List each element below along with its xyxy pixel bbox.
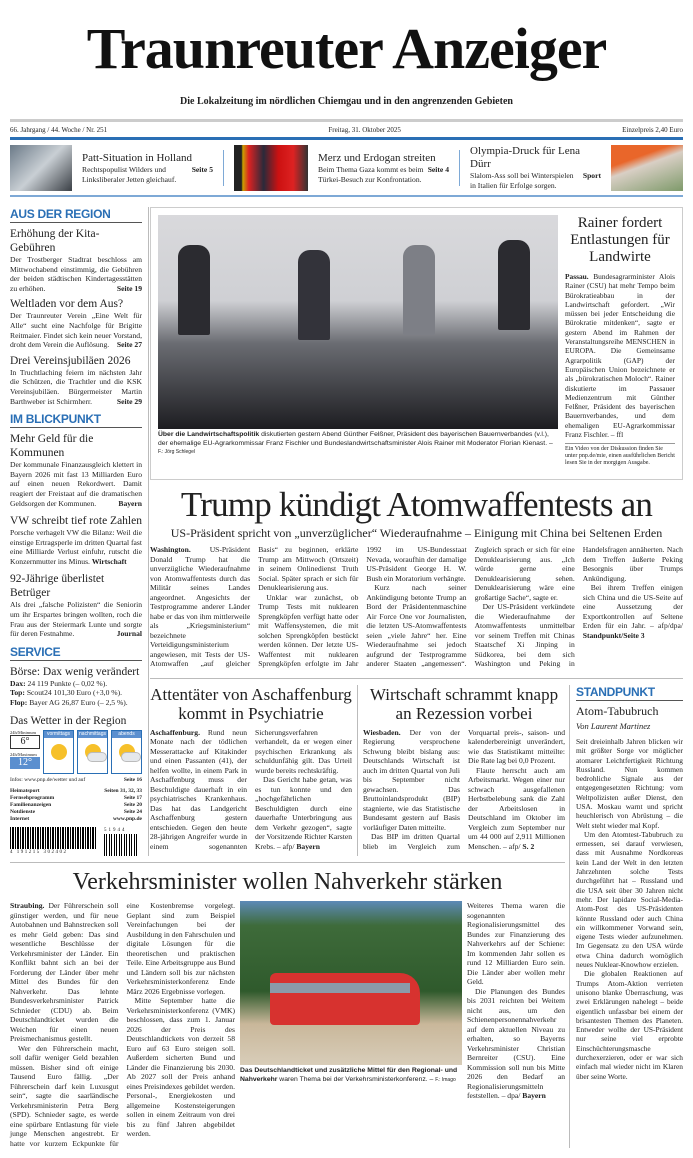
barcode: 4 191215 302402 51944: [10, 827, 142, 856]
tagline: Die Lokalzeitung im nördlichen Chiemgau und in den angrenzenden Gebieten: [180, 96, 513, 107]
brief-kita[interactable]: Erhöhung der Kita-Gebühren Der Trostberger Stadtrat beschloss am Mittwochabend einstimmig, die Gebühren der beiden städtischen Kindertagesstätten zu erhöhen. Seite 19: [10, 228, 142, 293]
paragraph: Bei ihrem Treffen einigen sich China und die US-Seite auf eine Aussetzung der Exportkontrollen auf Seltene Erden für ein Jahr. – afp/dpa/ Standpunkt/Seite 3: [582, 583, 683, 640]
teaser-text: Seite 5 Rechtspopulist Wilders und Linksliberaler Jetten gleichauf.: [82, 164, 213, 184]
issue-date: Freitag, 31. Oktober 2025: [328, 126, 401, 134]
lead-headline[interactable]: Trump kündigt Atomwaffentests an: [180, 484, 653, 524]
article-verkehr: [10, 862, 565, 1148]
section-header-standpunkt: STANDPUNKT: [576, 685, 683, 701]
paragraph: Straubing. Der Führerschein soll günstiger werden, und für neue Autobahnen und Bahnstrecken soll es mehr Geld geben: Das sind wesentliche Beschlüsse der Verkehrsminister der Länder. Ein Konflikt bahnt sich an bei der Forderung der Länder über mehr Mittel des Bundes für den Nahverkehr. Das lehnte Bundesverkehrsminister Patrick Schnieder (CDU) ab. Beim Deutschlandticket wurden die Weichen für einen neuen Preismechanismus gestellt.: [10, 901, 119, 1044]
commentary-body: [576, 737, 683, 1081]
paragraph: Seit dreieinhalb Jahren blicken wir mit größter Sorge vor möglicher atomarer Leichtfertigkeit Richtung Russland. Nun kommen bedrohliche Signale aus der entgegengesetzten Richtung: vom Weltpolizisten außer Dienst, den USA. Moskau warnt und spricht heuchlerisch von Abrüstung – die Welt steht wieder mal Kopf.: [576, 736, 683, 830]
paragraph: Die Planungen des Bundes bis 2031 reichten bei Weitem nicht aus, um den Schienenpersonennahverkehr auf dem aktuellen Niveau zu erhalten, so Bayerns Verkehrsminister Christian Bernreiter (CSU). Eine Kommission soll nun bis Mitte 2026 den Bedarf an Regionalisierungsmitteln feststellen. – dpa/ Bayern: [467, 986, 565, 1101]
headline: Wirtschaft schrammt knapp an Rezession vorbei: [369, 684, 559, 723]
photo-train[interactable]: [240, 901, 462, 1065]
section-header-service: SERVICE: [10, 645, 142, 661]
weather-info: Infos: www.pnp.de/wetter und auf Seite 16: [10, 776, 142, 783]
page-ref: Seite 4: [427, 164, 449, 174]
teaser-text: Sport Slalom-Ass soll bei Winterspielen in Italien für Erfolge sorgen.: [470, 171, 601, 190]
temp-panel: [10, 730, 40, 774]
article-rainer[interactable]: [565, 215, 675, 472]
divider: [10, 137, 683, 140]
paragraph: Flaute herrscht auch am Arbeitsmarkt. Wegen einer nur schwach ausgefallenen Herbstbelebung sank die Zahl der Arbeitslosen in Deutschland im Oktober im Vergleich zum September nur um 44 000 auf 2,911 Millionen Menschen. – afp/ S. 2: [468, 765, 565, 851]
column-divider: [357, 685, 358, 856]
verkehr-body-continued: [467, 901, 565, 1148]
teaser-holland[interactable]: [82, 152, 213, 185]
paragraph: Unklar war zunächst, ob Trump Tests mit nuklearen Sprengköpfen verfügt hatte oder mit Waffensystemen, die mit solchen Sprengköpfen bestückt werden können. Der letzte US-Waffentest mit nuklearen Sprengköpfen erfolgte im Jahr 1992 im US-Bundesstaat Nevada, woraufhin der damalige US-Präsident George H. W. Bush ein Moratorium verhängte.: [258, 545, 467, 669]
teaser-duerr[interactable]: [470, 145, 601, 191]
page-ref: Standpunkt/Seite 3: [582, 630, 645, 640]
teaser-title: Patt-Situation in Holland: [82, 151, 192, 164]
verkehr-row: [10, 901, 565, 1148]
headline: Rainer fordert Entlastungen für Landwirte: [570, 215, 670, 265]
author: Von Laurent Martinez: [576, 720, 651, 731]
paragraph: Wer den Führerschein macht, soll dafür weniger Geld bezahlen müssen. Bisher sind oft einige Tausend Euro fällig. „Der Führerschein darf kein Luxusgut sein“, sagte die saarländische Verkehrsministerin Petra Berg (SPD). Schnieder sagte, es werde eine spürbare Entlastung für viele junge Menschen angestrebt. Er hatte vor kurzem Eckpunkte für eine Kostenbremse vorgelegt. Geplant sind zum Beispiel Vereinfachungen bei der Ausbildung in den Fahrschulen und digitale Lösungen für die theoretischen und praktischen Teile. Eine Arbeitsgruppe aus Bund und Ländern soll bis zur nächsten Verkehrsministerkonferenz Ende März 2026 Ergebnisse vorlegen.: [10, 901, 235, 1148]
teaser-text: Seite 4 Beim Thema Gaza kommt es beim Türkei-Besuch zur Konfrontation.: [318, 164, 449, 184]
section-header-blickpunkt: IM BLICKPUNKT: [10, 412, 142, 428]
paragraph: Der US-Präsident verkündete die Wiederaufnahme der Atomwaffentests unmittelbar vor seinem Treffen mit Chinas Staatschef Xi Jinping in Südkorea, bei dem sich Washington und Peking in Handelsfragen annäherten. Nach dem Treffen äußerte Peking Besorgnis über Trumps Ankündigung.: [474, 545, 683, 669]
teaser-image-merz-erdogan[interactable]: [234, 145, 308, 191]
issue-info: 66. Jahrgang / 44. Woche / Nr. 251: [10, 126, 108, 134]
masthead-logo: Traunreuter Anzeiger: [86, 16, 607, 81]
page-ref: Seite 5: [191, 164, 213, 174]
paragraph: Mitte September hatte die Verkehrsministerkonferenz (VMK) beschlossen, dass zum 1. Januar 2026 der Preis des Deutschlandtickets von derzeit 58 Euro auf 63 Euro steigen soll. Außerdem sicherten Bund und Länder die Finanzierung bis 2030. Ab 2027 soll der Preis anhand eines Preisindexes gebildet werden. Personal-, Energiekosten und allgemeine Kostensteigerungen sollen in einem Zeitraum von drei bis zu fünf Jahren abgebildet werden.: [126, 996, 235, 1139]
photo-train-block: [240, 901, 462, 1148]
paragraph: Wiesbaden. Der von der Regierung versprochene Schwung bleibt bislang aus: Deutschlands Wirtschaft ist auch im dritten Quartal von Juli bis September nicht gewachsen. Das Bruttoinlandsprodukt (BIP) stagnierte, wie das Statistische Bundesamt gestern auf Basis vorläufiger Daten mitteilte.: [363, 727, 460, 832]
left-column: [10, 207, 149, 856]
article-body: [363, 728, 565, 852]
teaser-image-wilders[interactable]: [10, 145, 72, 191]
page-ref: Sport: [582, 171, 601, 180]
photo-caption: Das Deutschlandticket und zusätzliche Mittel für den Regional- und Nahverkehr waren Thema bei der Verkehrsministerkonferenz. – F.: Imago: [240, 1067, 458, 1083]
teaser-erdogan[interactable]: [318, 152, 449, 185]
divider: [10, 119, 683, 122]
article-body: [150, 728, 352, 852]
article-aschaffenburg[interactable]: [150, 685, 352, 856]
verkehr-headline[interactable]: Verkehrsminister wollen Nahverkehr stärken: [72, 868, 503, 895]
lead-subheadline: US-Präsident spricht von „unverzüglicher“ Wiederaufnahme – Einigung mit China bei Seltenen Erden: [170, 526, 663, 541]
paragraph: Das Gericht habe getan, was es tun konnte und den „hochgefährlichen Beschuldigten durch eine dauerhafte Unterbringung aus dem Verkehr gezogen“, sagte der Vorsitzende Richter Karsten Krebs. – afp/ Bayern: [255, 775, 352, 851]
paragraph: Kurz nach seiner Ankündigung betonte Trump an Bord der Präsidentenmaschine Air Force One vor Journalisten, die letzten US-Atomwaffentests seien „viele Jahre“ her. Eine Wiederaufnahme sei jedoch aufgrund der Testprogramme anderer Staaten „angemessen“. Zugleich sprach er sich für eine Denuklearisierung aus. „Ich würde gerne eine Denuklearisierung sehen. Denuklearisierung wäre eine großartige Sache“, sagte er.: [366, 545, 575, 669]
temp-min: 24h/Minimum 6°: [10, 730, 40, 749]
temp-max: 24h/Maximum 12°: [10, 752, 40, 769]
teaser-title: Olympia-Druck für Lena Dürr: [470, 145, 580, 170]
weather-title: Das Wetter in der Region: [10, 714, 127, 727]
video-note: Ein Video von der Diskussion finden Sie unter pnp.de/mie, einen ausführlichen Bericht lesen Sie in der morgigen Ausgabe.: [565, 443, 675, 467]
photo-caption: Über die Landwirtschaftspolitik diskutierten gestern Abend Günther Felßner, Präsident des bayerischen Bauernverbandes (v.l.), der ehemalige EU-Agrarkommissar Franz Fischler und Bundeslandwirtschaftsminister Alois Rainer mit Moderator Florian Kienast. – F.: Jörg Schlegel: [158, 431, 553, 456]
weather-widget[interactable]: [10, 730, 142, 774]
boerse-values: Dax: 24 119 Punkte (– 0,02 %). Top: Scout24 101,30 Euro (+3,0 %). Flop: Bayer AG 26,87 Euro (– 2,5 %).: [10, 678, 128, 708]
page-index: Heimatsport Seiten 31, 32, 33 Fernsehprogramm Seite 17 Familienanzeigen Seite 20 Notdienste Seite 24 Internet www.pnp.de: [10, 787, 142, 822]
page-ref: S. 2: [522, 841, 535, 851]
weather-afternoon: nachmittags: [77, 730, 108, 774]
paragraph: Das BIP im dritten Quartal blieb im Vergleich zum Vorquartal preis-, saison- und kalenderbereinigt unverändert, wie das Statistikamt mitteilte: Die Rate lag bei 0,0 Prozent.: [363, 727, 565, 851]
paragraph: Weiteres Thema waren die sogenannten Regionalisierungsmittel des Bundes zur Finanzierung des Nahverkehrs auf der Schiene: Im kommenden Jahr sollen es rund 12 Milliarden Euro sein. Die Länder aber wollen mehr Geld.: [467, 901, 565, 987]
content-grid: [10, 207, 683, 1148]
lead-body: [150, 545, 683, 669]
photo-feature-box: [150, 207, 683, 480]
article-body: Passau. Bundesagrarminister Alois Rainer (CSU) hat mehr Tempo beim Bürokratieabbau in der Landwirtschaft gefordert. „Wir müssen bei jeder Entscheidung die Bürokratie mitdenken“, sagte er gestern Abend im Rahmen der Veranstaltungsreihe MENSCHEN in EUROPA. Die Gemeinsame Agrarpolitik (GAP) der Europäischen Union bezeichnete er als „bürokratischen Moloch“. Rainer diskutierte im Passauer Medienzentrum mit Günther Felßner, Präsident des bayerischen Bauernverbandes, und dem ehemaligen EU-Agrarkommissar Franz Fischler. – ffl: [565, 272, 675, 440]
sun-icon: [51, 744, 67, 760]
commentary-title: Atom-Tabubruch: [576, 703, 659, 718]
weather-evening: abends: [111, 730, 142, 774]
teaser-image-duerr[interactable]: [611, 145, 683, 191]
divider: [459, 150, 460, 186]
lead-article: [150, 486, 683, 679]
photo-block: [158, 215, 558, 472]
boerse-title: Börse: Dax wenig verändert: [10, 665, 140, 678]
teaser-title: Merz und Erdogan streiten: [318, 151, 436, 164]
brief-weltladen[interactable]: Weltladen vor dem Aus? Der Traunreuter Verein „Eine Welt für Alle“ sucht eine Nachfolge für Brigitte Reitmaier. Findet sich kein neuer Vorstand, droht dem Verein die Auflösung. Seite 27: [10, 298, 142, 350]
headline: Attentäter von Aschaffenburg kommt in Psychiatrie: [150, 684, 352, 723]
article-wirtschaft[interactable]: [363, 685, 565, 856]
teaser-bar: [10, 145, 683, 197]
brief-betrueger[interactable]: 92-Jährige überlistet Betrüger Als drei „falsche Polizisten“ die Seniorin um ihr Erspartes bringen wollten, roch die Frau aus der Steiermark Lunte und sorgte für deren Festnahme. Journal: [10, 573, 142, 639]
brief-jubilaeen[interactable]: Drei Vereinsjubiläen 2026 In Truchtlaching feiern im nächsten Jahr die Schützen, die Trachtler und die KSK Vereinsjubiläen. Bürgermeister Martin Barthweber ist Schirmherr. Seite 29: [10, 354, 142, 406]
brief-vw[interactable]: VW schreibt tief rote Zahlen Porsche verhagelt VW die Bilanz: Weil die einstige Ertragsperle im dritten Quartal fast eine Milliarde Verlust einfuhr, rutscht die Konzernmutter ins Minus. Wirtschaft: [10, 515, 142, 566]
weather-morning: vormittags: [43, 730, 74, 774]
paragraph: Die globalen Reaktionen auf Trumps Atom-Aktion verrieten unisono blanke Überraschung, was zwei Erklärungen nahelegt – beide eigentlich unfassbar bei einem der brisantesten Themen des Planeten. Entweder wollte der US-Präsident nur seine viel erprobte Einschüchterungsmasche durchexerzieren, oder er war sich einfach mal wieder nicht im Klaren über seine Worte.: [576, 969, 683, 1081]
page-ref: Bayern: [296, 841, 320, 851]
commentary-standpunkt[interactable]: [569, 685, 683, 1148]
secondary-articles: [150, 685, 565, 856]
divider: [223, 150, 224, 186]
info-bar: [10, 126, 683, 134]
section-header-region: AUS DER REGION: [10, 207, 142, 223]
paragraph: Washington. US-Präsident Donald Trump hat die unverzügliche Wiederaufnahme von Atomwaffentests durch das Militär seines Landes angeordnet. Angesichts der Testprogramme anderer Länder habe er das von ihm mittlerweile als „Kriegsministerium“ bezeichnete Verteidigungsministerium angewiesen, mit Tests der US-Atomwaffen „auf gleicher Basis“ zu beginnen, erklärte Trump am Mittwoch (Ortszeit) in seinem Onlinedienst Truth Social. Später sprach er sich für Denuklearisierung aus.: [150, 545, 359, 669]
verkehr-body: [10, 901, 235, 1148]
paragraph: Aschaffenburg. Rund neun Monate nach der tödlichen Messerattacke auf Kitakinder und einen Passanten (41), der helfen wollte, in einem Park in Aschaffenburg muss der Beschuldigte dauerhaft in ein psychiatrisches Krankenhaus. Das hat das Landgericht Aschaffenburg gestern entschieden. Gegen den heute 28-jährigen Angreifer wurde in einem sogenannten Sicherungsverfahren verhandelt, da er wegen einer psychischen Erkrankung als schuldunfähig gilt. Das Urteil wurde bereits rechtskräftig.: [150, 727, 352, 851]
page-ref: Bayern: [522, 1091, 546, 1101]
photo-panel-discussion[interactable]: [158, 215, 558, 429]
price: Einzelpreis 2,40 Euro: [622, 126, 683, 134]
brief-kommunen[interactable]: Mehr Geld für die Kommunen Der kommunale Finanzausgleich klettert in Bayern 2026 mit fast 13 Milliarden Euro auf einen neuen Rekordwert. Damit reagiert der Freistaat auf die dramatischen Geldsorgen der Kommunen. Bayern: [10, 433, 142, 508]
paragraph: Um den Atomtest-Tabubruch zu ermessen, sei darauf verwiesen, dass mit Ausnahme Nordkoreas kein Land der Welt in den letzten Jahrzehnten solche Tests durchgeführt hat – Russland und die USA seit über 30 Jahren nicht mehr. Der lapidare Social-Media-Atom-Post des US-Präsidenten könnte Russland oder auch China ein willkommener Vorwand sein, eigene Tests wieder aufzunehmen. Im Gegensatz zu den USA würde etwa China dadurch womöglich neues Nuklear-Knowhow erzielen.: [576, 829, 683, 970]
